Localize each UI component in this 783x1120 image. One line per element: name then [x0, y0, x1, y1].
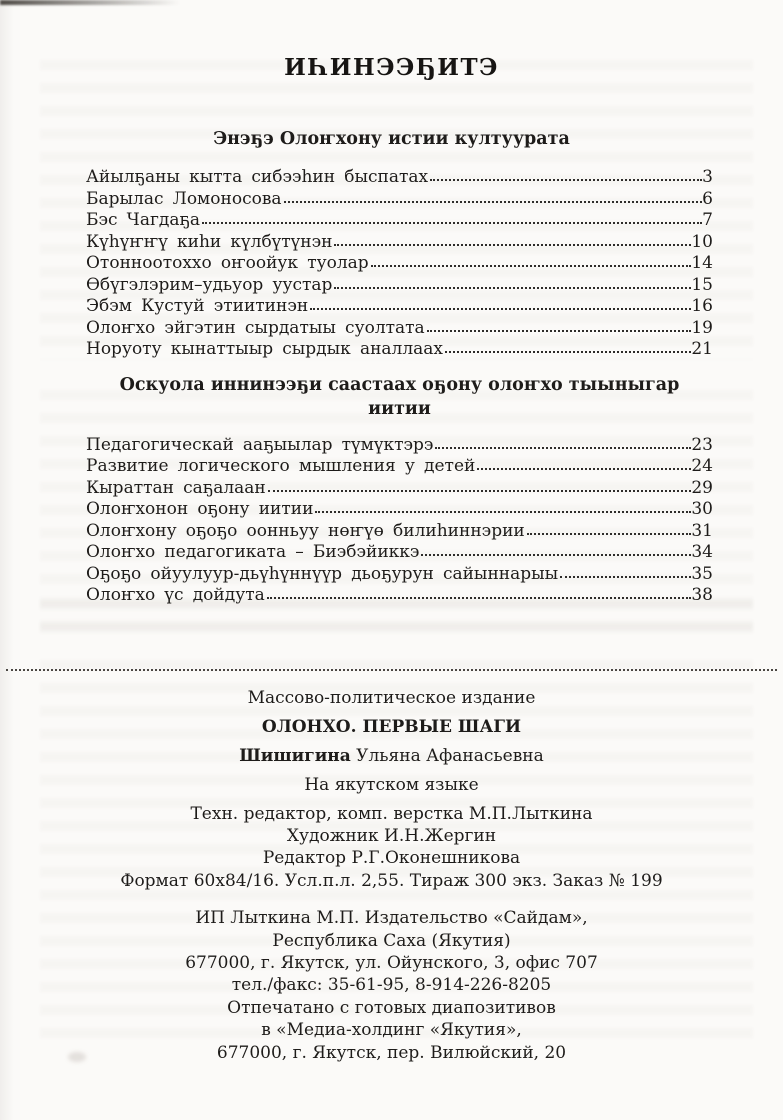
dot-leader: [315, 511, 691, 513]
toc-entry-label: Отонноотоххо оҥоойук туолар: [86, 253, 369, 273]
toc-entry-label: Норуоту кынаттыыр сырдык аналлаах: [86, 339, 444, 359]
dot-leader: [527, 533, 692, 535]
toc-entry-page: 16: [691, 296, 713, 316]
toc-entry-label: Барылас Ломоносова: [86, 188, 282, 209]
publisher-block: [0, 907, 783, 1064]
toc-section2-list: [86, 435, 713, 607]
toc-entry-page: 34: [691, 542, 713, 562]
toc-entry-label: Олоҥхону оҕоҕо оонньуу нөҥүө билиһиннэрии: [86, 520, 525, 541]
publisher-line: 677000, г. Якутск, пер. Вилюйский, 20: [216, 1042, 567, 1063]
toc-entry: [86, 435, 713, 457]
dot-leader: [435, 447, 691, 449]
dot-leader: [334, 244, 691, 246]
toc-entry-label: Айылҕаны кытта сибээһин быспатах: [86, 167, 429, 187]
publisher-line: ИП Лыткина М.П. Издательство «Сайдам»,: [195, 908, 588, 929]
toc-entry-page: 14: [691, 253, 713, 273]
book-title: ОЛОНХО. ПЕРВЫЕ ШАГИ: [261, 716, 522, 737]
dot-leader: [371, 265, 692, 267]
toc-entry: [86, 542, 713, 564]
dot-leader: [477, 468, 691, 470]
toc-entry: [86, 339, 713, 361]
colophon: [0, 687, 783, 1064]
scan-edge-artifact: [0, 0, 180, 5]
dot-leader: [310, 308, 691, 310]
toc-entry-page: 7: [702, 210, 713, 230]
author-surname: Шишигина: [239, 745, 351, 766]
toc-entry: [86, 296, 713, 318]
toc-entry-label: Эбэм Кустуй этиитинэн: [86, 296, 309, 316]
toc-entry-label: Олоҥхо эйгэтин сырдатыы суолтата: [86, 317, 425, 338]
publisher-line: тел./факс: 35-61-95, 8-914-226-8205: [231, 975, 552, 996]
toc-entry-label: Олоҥхо педагогиката – Биэбэйиккэ: [86, 542, 420, 562]
toc-entry-page: 38: [691, 585, 713, 605]
imprint-line: Техн. редактор, комп. верстка М.П.Лыткина: [190, 803, 593, 824]
contents-title: ИҺИНЭЭҔИТЭ: [284, 54, 499, 81]
toc-entry: [86, 210, 713, 232]
toc-section1-heading: Энэҕэ Олоҥхону истии култуурата: [213, 129, 570, 149]
toc-entry-page: 21: [691, 339, 713, 359]
toc-entry-page: 30: [691, 499, 713, 519]
toc-entry: [86, 456, 713, 478]
dot-leader: [421, 554, 691, 556]
toc-entry: [86, 564, 713, 586]
imprint-line: Художник И.Н.Жергин: [286, 825, 497, 846]
toc-entry-page: 23: [691, 434, 713, 455]
edition-type: Массово-политическое издание: [247, 687, 536, 708]
toc-entry: [86, 521, 713, 543]
toc-entry-page: 31: [691, 520, 713, 541]
toc-entry-label: Өбүгэлэрим–удьуор уустар: [86, 274, 333, 295]
toc-entry: [86, 253, 713, 275]
dot-leader: [334, 287, 691, 289]
toc-entry-page: 6: [702, 188, 713, 209]
publisher-line: Отпечатано с готовых диапозитивов: [227, 997, 556, 1018]
imprint-block: [0, 803, 783, 893]
toc-entry-page: 19: [691, 317, 713, 338]
publisher-line: Республика Саха (Якутия): [272, 930, 511, 951]
toc-entry: [86, 232, 713, 254]
toc-entry-label: Күһүҥҥү киһи күлбүтүнэн: [86, 231, 333, 252]
toc-entry-label: Оҕоҕо ойуулуур-дьүһүннүүр дьоҕурун сайыннарыы: [86, 563, 559, 584]
toc-entry-label: Бэс Чагдаҕа: [86, 210, 201, 230]
dot-leader: [267, 597, 692, 599]
publisher-line: в «Медиа-холдинг «Якутия»,: [261, 1020, 522, 1041]
dot-leader: [284, 201, 703, 203]
imprint-line: Формат 60х84/16. Усл.п.л. 2,55. Тираж 300 экз. Заказ № 199: [120, 870, 663, 891]
dotted-separator: [6, 669, 777, 671]
toc-entry-page: 35: [691, 563, 713, 584]
toc-entry-page: 15: [691, 274, 713, 295]
toc-entry-page: 10: [691, 231, 713, 252]
toc-entry-label: Кыраттан саҕалаан: [86, 477, 266, 498]
toc-entry-page: 3: [702, 167, 713, 187]
scan-edge-shadow: [0, 0, 14, 1120]
author-given-names: Ульяна Афанасьевна: [350, 745, 544, 766]
toc-entry: [86, 318, 713, 340]
toc-entry-page: 24: [691, 456, 713, 476]
toc-entry-label: Развитие логического мышления у детей: [86, 456, 476, 476]
toc-entry: [86, 189, 713, 211]
imprint-line: Редактор Р.Г.Оконешникова: [262, 848, 521, 869]
dot-leader: [427, 330, 692, 332]
toc-entry: [86, 275, 713, 297]
publisher-line: 677000, г. Якутск, ул. Ойунского, 3, офис 707: [185, 952, 598, 973]
dot-leader: [268, 490, 692, 492]
toc-entry: [86, 478, 713, 500]
author-line: [0, 745, 783, 767]
dot-leader: [202, 222, 702, 224]
toc-section2-heading: Оскуола иннинээҕи саастаах оҕону олоҥхо тыыныгар иитии: [119, 374, 680, 419]
toc-entry: [86, 585, 713, 607]
toc-entry-label: Олоҥхонон оҕону иитии: [86, 499, 314, 519]
dot-leader: [560, 576, 691, 578]
toc-entry: [86, 167, 713, 189]
dot-leader: [430, 179, 702, 181]
language-note: На якутском языке: [304, 774, 479, 795]
dot-leader: [445, 351, 691, 353]
toc-entry: [86, 499, 713, 521]
toc-section1-list: [86, 167, 713, 607]
toc-entry-page: 29: [691, 477, 713, 498]
toc-entry-label: Олоҥхо үс дойдута: [86, 585, 265, 605]
toc-entry-label: Педагогическай ааҕыылар түмүктэрэ: [86, 434, 434, 455]
